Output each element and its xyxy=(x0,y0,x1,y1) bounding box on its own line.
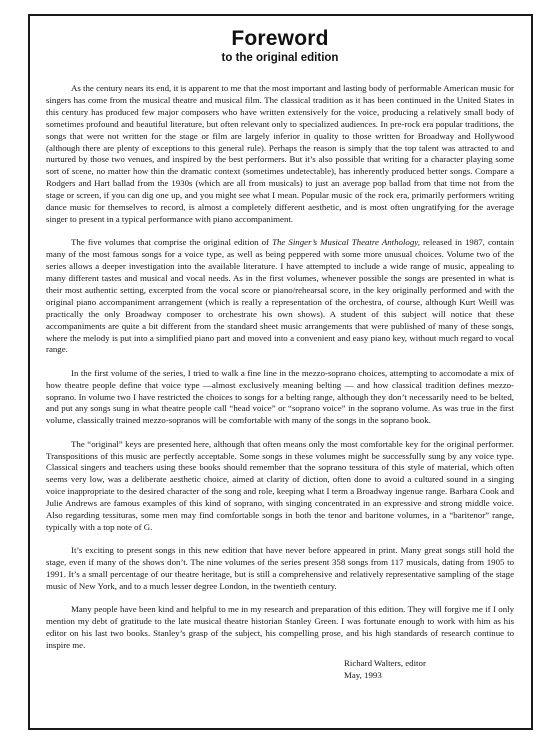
paragraph-1: As the century nears its end, it is apparent to me that the most important and lasting body of performable American music for singers has come from the musical theatre and musical film. The classical tradition as it has been continued in the United States in this century has produced few major composers who have written extensively for the voice, producing a relatively small body of sometimes profound and beautiful literature, but often relevant only to specialized audiences. In pre-rock era popular traditions, the songs that were not written for the stage or film are largely inferior in quality to those written for Broadway and Hollywood (although there are plenty of exceptions to this general rule). Perhaps the reason is simply that the top talent was attracted to and nurtured by those two venues, and inspired by the best performers. But it’s also possible that writing for a character playing some sort of scene, no matter how thin the dramatic context (sometimes undetectable), has inherently produced better songs. Compare a Rodgers and Hart ballad from the 1930s (which are all from musicals) to just an average pop ballad from that time not from the stage or screen, if you can dig one up, and you might see what I mean. Popular music of the rock era, primarily performers writing dance music for themselves to record, is almost a completely different aesthetic, and is most often ungratifying for the average singer to present in a typical performance with piano accompaniment. xyxy=(46,83,514,224)
paragraph-4: The “original” keys are presented here, although that often means only the most comfortable key for the original performer. Transpositions of this music are perfectly acceptable. Some songs in these volumes might be successfully sung by any voice type. Classical singers and teachers using these books should remember that the soprano tessitura of this style of material, which often seems very low, was a deliberate aesthetic choice, aimed at clarity of diction, often done to avoid a cultured sound in a singing voice inappropriate to the desired character of the song and role, keeping what I term a Broadway ingenue range. Barbara Cook and Julie Andrews are famous examples of this kind of soprano, with singing concentrated in an expressive and strong middle voice. Also regarding tessituras, some men may find comfortable songs in both the tenor and baritone volumes, in a “baritenor” range, typically with a top note of G. xyxy=(46,438,514,532)
paragraph-2-rest: released in 1987, contain many of the most famous songs for a voice type, as well as being peppered with some more unusual choices. Volume two of the series allows a deeper investigation into the available literature. I have attempted to include a wide range of music, appealing to many different tastes and musical and vocal needs. As in the first volumes, whenever possible the songs are presented in what is their most authentic setting, excerpted from the vocal score or piano/rehearsal score, in the key originally performed and with the original piano accompaniment arrangement (which is really a representation of the orchestra, of course, although Kurt Weill was practically the only Broadway composer to orchestrate his own shows). A student of this subject will notice that these accompaniments are quite a bit different from the standard sheet music arrangements that were published of many of these songs, where the melody is put into a simplified piano part and moved into a convenient and easy piano key, without much regard to vocal range. xyxy=(46,237,514,355)
page-subtitle: to the original edition xyxy=(221,52,339,64)
paragraph-3: In the first volume of the series, I tried to walk a fine line in the mezzo-soprano choices, attempting to accomodate a mix of how theatre people define that voice type —almost exclusively meaning belting — and how classical tradition defines mezzo-soprano. In volume two I have restricted the choices to songs for a belting range, although they don’t necessarily need to be belted, and put any songs sung in what theatre people call “head voice” or “soprano voice” in the soprano volume. As was true in the first volume, classically trained mezzo-sopranos will be comfortable with many of the songs in the soprano book. xyxy=(46,367,514,426)
book-title: The Singer’s Musical Theatre Anthology, xyxy=(272,237,420,248)
page-title: Foreword xyxy=(231,27,329,50)
signature-date: May, 1993 xyxy=(344,669,382,680)
paragraph-5: It’s exciting to present songs in this new edition that have never before appeared in print. Many great songs still hold the stage, even if many of the shows don’t. The nine volumes of the series present 358 songs from 117 musicals, dating from 1905 to 1991. It’s a small percentage of our theatre heritage, but is still a comprehensive and relatively representative sampling of the stage music of New York, and to a much lesser degree London, in the twentieth century. xyxy=(46,545,514,591)
signature-block xyxy=(344,658,426,682)
paragraph-2-lead: The five volumes that comprise the original edition of xyxy=(71,237,273,248)
paragraph-2 xyxy=(46,237,514,356)
foreword-body xyxy=(46,83,514,663)
signature-name: Richard Walters, editor xyxy=(344,658,426,668)
paragraph-6: Many people have been kind and helpful to me in my research and preparation of this edition. They will forgive me if I only mention my debt of gratitude to the late musical theatre historian Stanley Green. I was fortunate enough to work with him as his editor on his last two books. Stanley’s grasp of the subject, his compelling prose, and his high standards of research continue to inspire me. xyxy=(46,604,514,651)
